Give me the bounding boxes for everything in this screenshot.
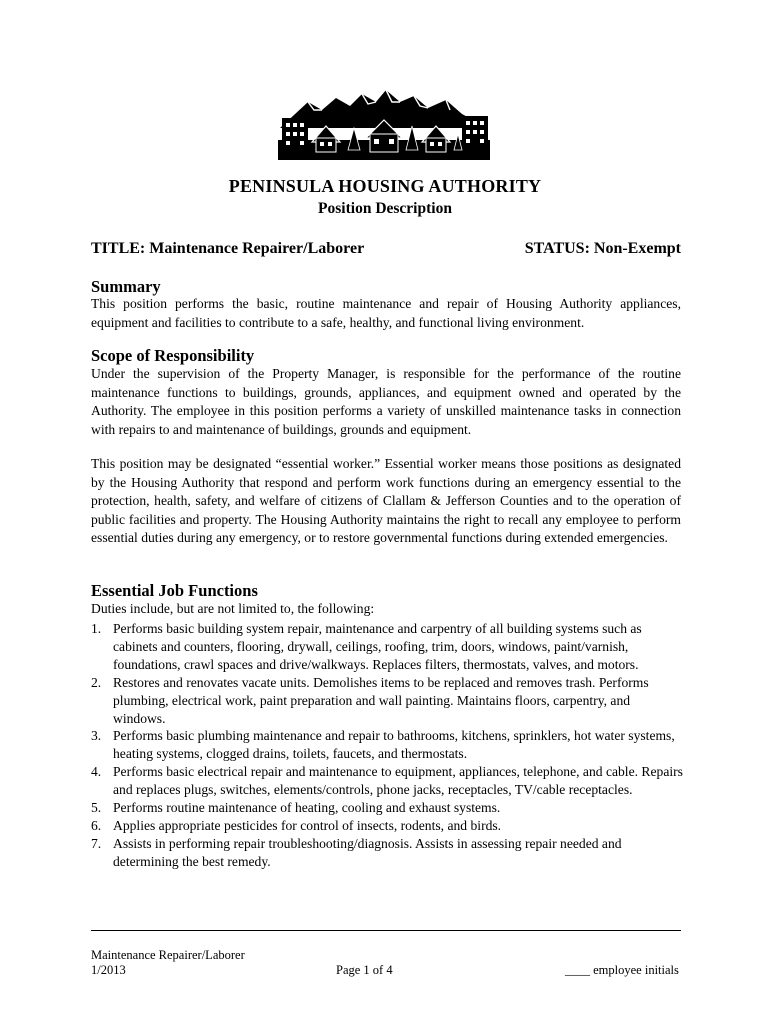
footer-divider — [91, 930, 681, 931]
list-item: 5. Performs routine maintenance of heating, cooling and exhaust systems. — [91, 800, 501, 816]
duties-intro: Duties include, but are not limited to, the following: — [91, 601, 375, 616]
position-status: STATUS: Non-Exempt — [524, 240, 681, 257]
list-item: 3. Performs basic plumbing maintenance and repair to bathrooms, kitchens, sprinklers, hot water systems, heating systems, clogged drains, toilets, faucets, and thermostats. — [91, 728, 675, 762]
summary-heading: Summary — [91, 277, 161, 296]
document-type: Position Description — [318, 200, 452, 217]
footer-employee-initials: ____ employee initials — [565, 963, 679, 977]
footer-doc-name: Maintenance Repairer/Laborer — [91, 948, 245, 962]
summary-text: This position performs the basic, routine maintenance and repair of Housing Authority appliances, equipment and facilities to contribute to a safe, healthy, and functional living environment. — [91, 296, 681, 330]
list-item: 6. Applies appropriate pesticides for control of insects, rodents, and birds. — [91, 817, 502, 833]
housing-authority-logo — [278, 88, 490, 160]
list-item: 7. Assists in performing repair troubleshooting/diagnosis. Assists in assessing repair needed and determining the best remedy. — [91, 835, 622, 869]
footer-page-number: Page 1 of 4 — [336, 963, 393, 977]
title-row — [91, 240, 681, 258]
scope-paragraph-1: Under the supervision of the Property Manager, is responsible for the performance of the routine maintenance functions to buildings, grounds, appliances, and equipment owned and operated by the Authority. The employee in this position performs a variety of unskilled maintenance tasks in connection with repairs to and maintenance of buildings, grounds and equipment. — [91, 366, 681, 437]
scope-heading: Scope of Responsibility — [91, 346, 255, 365]
position-title: TITLE: Maintenance Repairer/Laborer — [91, 240, 365, 257]
list-item: 4. Performs basic electrical repair and maintenance to equipment, appliances, telephone, and cable. Repairs and replaces plugs, switches, elements/controls, phone jacks, receptacles, TV/cable receptacles. — [91, 764, 683, 798]
footer-date: 1/2013 — [91, 963, 126, 977]
list-item: 1. Performs basic building system repair, maintenance and carpentry of all building systems such as cabinets and counters, flooring, drywall, ceilings, roofing, trim, doors, windows, paint/varnish, foundations, crawl spaces and drive/walkways. Replaces filters, thermostats, valves, and motors. — [91, 621, 642, 672]
list-item: 2. Restores and renovates vacate units. Demolishes items to be replaced and removes trash. Performs plumbing, electrical work, paint preparation and wall painting. Maintains floors, carpentry, and windows. — [91, 674, 649, 726]
duties-list — [91, 620, 685, 871]
scope-paragraph-2: This position may be designated “essential worker.” Essential worker means those positions as designated by the Housing Authority that respond and perform work functions during an emergency essential to the protection, health, safety, and welfare of citizens of Clallam & Jefferson Counties and to the operation of public facilities and property. The Housing Authority maintains the right to recall any employee to perform essential duties during any emergency, or to restore governmental functions during extended emergencies. — [91, 456, 681, 546]
organization-name: PENINSULA HOUSING AUTHORITY — [228, 176, 542, 196]
essential-functions-heading: Essential Job Functions — [91, 581, 258, 600]
